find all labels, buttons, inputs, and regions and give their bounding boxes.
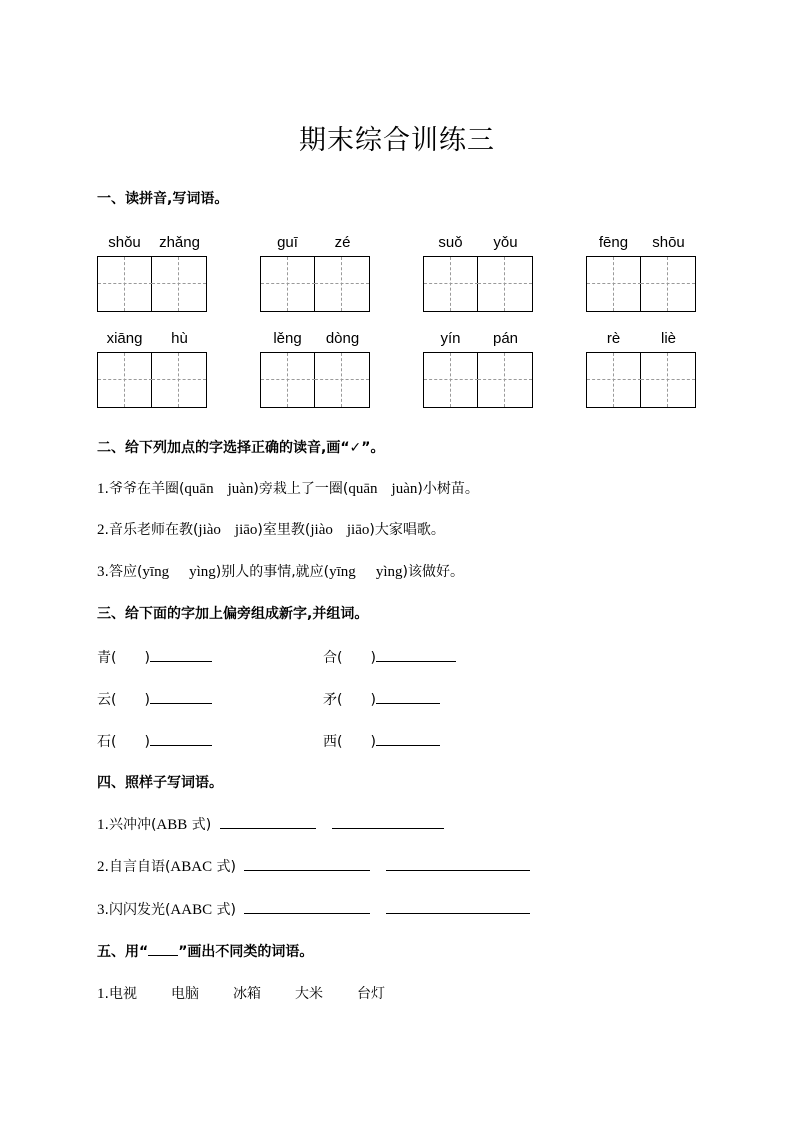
writing-cell[interactable]: [478, 353, 532, 407]
pinyin-label: [586, 330, 696, 350]
word-answer-blank[interactable]: [376, 689, 440, 704]
pinyin-syllable: yǒu: [493, 234, 518, 251]
pattern-item: 3.闪闪发光(AABC 式): [97, 899, 530, 919]
pattern-answer-blank[interactable]: [386, 856, 530, 871]
word-option[interactable]: 大米: [294, 986, 323, 1002]
section-3-heading: 三、给下面的字加上偏旁组成新字,并组词。: [97, 606, 369, 622]
pinyin-syllable: pán: [492, 330, 519, 347]
section-1-heading: 一、读拼音,写词语。: [97, 191, 229, 207]
pinyin-option[interactable]: yìng: [375, 564, 403, 580]
writing-cell[interactable]: [587, 353, 641, 407]
writing-grid[interactable]: [97, 352, 207, 408]
pinyin-syllable: yín: [440, 330, 461, 347]
pattern-word: .兴冲冲(: [104, 817, 157, 833]
question-text: )别人的事情,就应(: [215, 564, 330, 580]
section-2-heading: 二、给下列加点的字选择正确的读音,画“✓”。: [97, 440, 385, 456]
pinyin-syllable: dòng: [325, 330, 360, 347]
pattern-answer-blank[interactable]: [220, 814, 316, 829]
question-number: 2: [97, 522, 105, 538]
question-number: 1: [97, 481, 105, 497]
pinyin-option[interactable]: jiāo: [346, 522, 370, 538]
pinyin-label: [586, 234, 696, 254]
question-text: .答应(: [104, 564, 143, 580]
radical-char: 石: [97, 734, 111, 750]
word-option[interactable]: 冰箱: [232, 986, 261, 1002]
pinyin-syllable: zhǎng: [159, 234, 200, 251]
pinyin-syllable: shōu: [652, 234, 685, 251]
question-2-2: [97, 519, 445, 539]
writing-grid[interactable]: [260, 352, 370, 408]
radical-char: 合: [323, 650, 337, 666]
pinyin-option[interactable]: jiāo: [234, 522, 258, 538]
pinyin-option[interactable]: quān: [184, 481, 214, 497]
radical-item: 石( ): [97, 731, 212, 751]
radical-item: 云( ): [97, 689, 212, 709]
pinyin-syllable: guī: [277, 234, 298, 251]
pinyin-syllable: hù: [171, 330, 188, 347]
writing-cell[interactable]: [152, 353, 206, 407]
question-text: )室里教(: [257, 522, 311, 538]
pinyin-option[interactable]: jiào: [310, 522, 333, 538]
pinyin-label: [423, 330, 533, 350]
writing-grid[interactable]: [423, 352, 533, 408]
pattern-word: .闪闪发光(: [104, 902, 171, 918]
writing-grid[interactable]: [97, 256, 207, 312]
word-answer-blank[interactable]: [150, 731, 212, 746]
word-answer-blank[interactable]: [150, 647, 212, 662]
word-option[interactable]: 电脑: [170, 986, 199, 1002]
writing-grid[interactable]: [586, 352, 696, 408]
question-text: .爷爷在羊圈(: [104, 481, 185, 497]
pinyin-label: [97, 330, 207, 350]
pattern-answer-blank[interactable]: [244, 899, 370, 914]
pattern-type: AABC: [170, 902, 213, 918]
question-5-1: 1.电视 电脑 冰箱 大米 台灯: [97, 986, 385, 1002]
writing-cell[interactable]: [641, 353, 695, 407]
writing-cell[interactable]: [478, 257, 532, 311]
word-option[interactable]: 台灯: [356, 986, 385, 1002]
writing-cell[interactable]: [424, 353, 478, 407]
pattern-answer-blank[interactable]: [386, 899, 530, 914]
pinyin-label: [423, 234, 533, 254]
writing-cell[interactable]: [424, 257, 478, 311]
pinyin-syllable: shǒu: [108, 234, 141, 251]
writing-cell[interactable]: [152, 257, 206, 311]
writing-grid[interactable]: [423, 256, 533, 312]
writing-grid[interactable]: [260, 256, 370, 312]
pinyin-label: [97, 234, 207, 254]
pinyin-option[interactable]: juàn: [227, 481, 254, 497]
pattern-item: 2.自言自语(ABAC 式): [97, 856, 530, 876]
question-2-1: [97, 478, 479, 498]
pinyin-option[interactable]: jiào: [198, 522, 221, 538]
radical-item: 合( ): [323, 647, 456, 667]
radical-char: 青: [97, 650, 111, 666]
writing-cell[interactable]: [587, 257, 641, 311]
pattern-item: 1.兴冲冲(ABB 式): [97, 814, 444, 834]
question-2-3: [97, 561, 464, 581]
section-4-heading: 四、照样子写词语。: [97, 775, 223, 791]
writing-cell[interactable]: [641, 257, 695, 311]
pinyin-syllable: suǒ: [438, 234, 463, 251]
pinyin-option[interactable]: juàn: [391, 481, 418, 497]
writing-cell[interactable]: [261, 353, 315, 407]
question-text: )旁栽上了一圈(: [253, 481, 349, 497]
pinyin-syllable: rè: [606, 330, 621, 347]
section-5-heading: 五、用“ ”画出不同类的词语。: [97, 944, 314, 960]
pattern-answer-blank[interactable]: [244, 856, 370, 871]
radical-char: 矛: [323, 692, 337, 708]
question-text: .音乐老师在教(: [104, 522, 199, 538]
word-answer-blank[interactable]: [150, 689, 212, 704]
question-text: )大家唱歌。: [369, 522, 445, 538]
pinyin-syllable: lěng: [273, 330, 302, 347]
pattern-type: ABAC: [170, 859, 213, 875]
pinyin-syllable: fēng: [598, 234, 629, 251]
radical-item: 青( ): [97, 647, 212, 667]
pinyin-option[interactable]: yīng: [142, 564, 170, 580]
pattern-answer-blank[interactable]: [332, 814, 444, 829]
writing-cell[interactable]: [315, 353, 369, 407]
writing-cell[interactable]: [315, 257, 369, 311]
word-answer-blank[interactable]: [376, 731, 440, 746]
writing-cell[interactable]: [261, 257, 315, 311]
pinyin-label: [260, 330, 370, 350]
pattern-type: ABB: [156, 817, 188, 833]
word-answer-blank[interactable]: [376, 647, 456, 662]
question-text: )小树苗。: [417, 481, 479, 497]
pinyin-label: [260, 234, 370, 254]
pinyin-option[interactable]: quān: [348, 481, 378, 497]
question-text: )该做好。: [402, 564, 464, 580]
pinyin-syllable: zé: [334, 234, 351, 251]
radical-char: 西: [323, 734, 337, 750]
radical-item: 西( ): [323, 731, 440, 751]
pinyin-syllable: liè: [660, 330, 676, 347]
underline-sample: [148, 943, 178, 956]
question-number: 3: [97, 564, 105, 580]
writing-grid[interactable]: [586, 256, 696, 312]
pinyin-option[interactable]: yīng: [329, 564, 356, 580]
writing-cell[interactable]: [98, 257, 152, 311]
pattern-word: .自言自语(: [104, 859, 171, 875]
pinyin-syllable: xiāng: [106, 330, 143, 347]
pinyin-option[interactable]: yìng: [189, 564, 216, 580]
page-title: 期末综合训练三: [299, 125, 495, 156]
writing-cell[interactable]: [98, 353, 152, 407]
word-option[interactable]: 电视: [108, 986, 137, 1002]
radical-item: 矛( ): [323, 689, 440, 709]
radical-char: 云: [97, 692, 111, 708]
